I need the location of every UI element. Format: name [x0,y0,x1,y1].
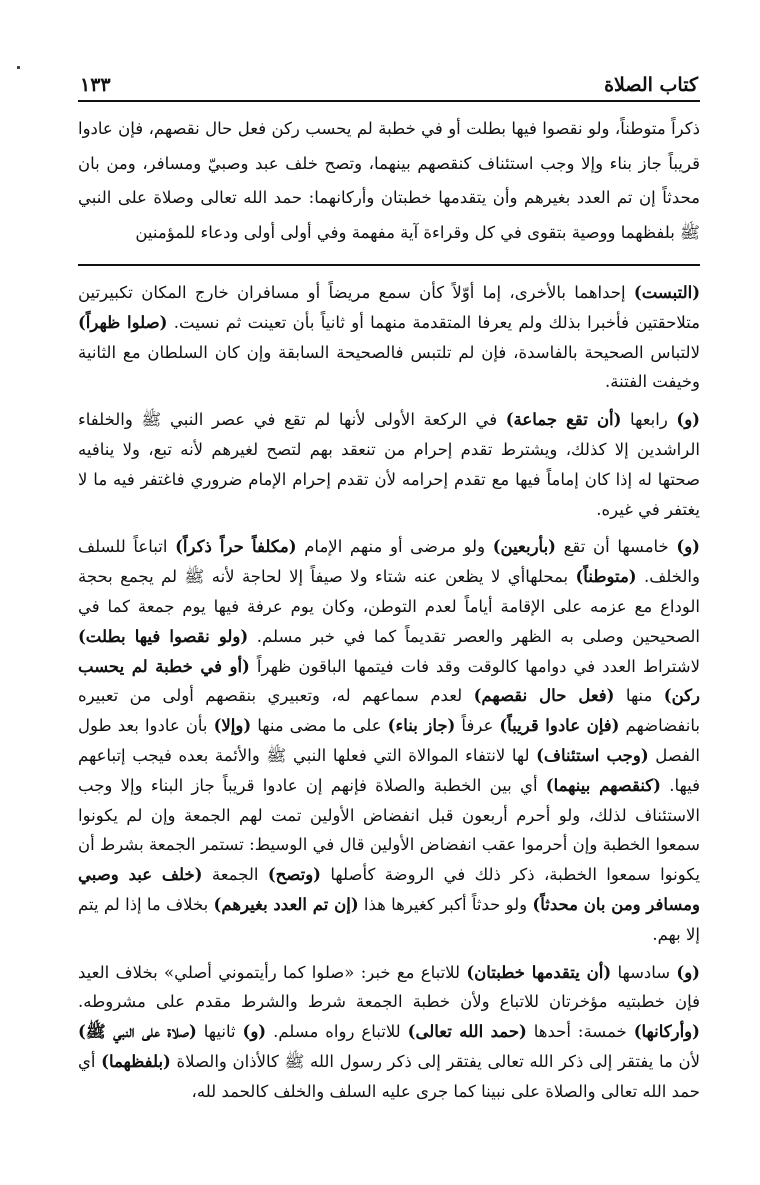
commentary-text: إحداهما بالأخرى، إما أوّلاً كأن سمع مريضاً أو مسافران خارج المكان تكبيرتين متلاحقتين فأخبرا بذلك ولم يعرفا المتقدمة منهما أو ثانياً بأن تعينت ثم نسيت. [78,283,700,332]
quoted-matn-phrase: (وتصح) [267,865,321,885]
commentary-text: أي حمد الله تعالى والصلاة على نبينا كما جرى عليه السلف والخلف كالحمد لله، [78,1051,700,1101]
commentary-text: أي بين الخطبة والصلاة فإنهم إن عادوا قريباً جاز البناء وإلا وجب الاستئناف لذلك، ولو أحرم أربعون قبل انفضاض الأولين تمت لهم الجمعة وإن لم يكونوا سمعوا الخطبة وإن أحرموا عقب انفضاض الأولين قال في الوسيط: تستمر الجمعة بشرط أن يكونوا سمعوا الخطبة، ذكر ذلك في الروضة كأصلها [78,775,700,885]
quoted-matn-phrase: (حمد الله تعالى) [407,1022,527,1042]
commentary-text: بخلاف ما إذا لم يتم إلا بهم. [78,894,700,944]
quoted-matn-phrase: (جاز بناء) [387,716,456,736]
running-header [78,62,700,102]
quoted-matn-phrase: (أن تقع جماعة) [505,410,622,430]
commentary-text: سادسها [611,962,677,982]
commentary-text: للاتباع مع خبر: «صلوا كما رأيتموني أصلي» بخلاف العيد فإن خطبتيه مؤخرتان للاتباع ولأن خطبة الجمعة شرط والشرط مقدم على مشروطه. [78,962,700,1012]
sharh-paragraph [78,532,700,949]
commentary-text: منها [614,686,664,706]
sharh-paragraph [78,278,700,397]
commentary-text: اتباعاً للسلف والخلف. [78,537,700,587]
quoted-matn-phrase: (خلف عبد وصبي ومسافر ومن بان محدثاً) [78,865,700,914]
commentary-text: رابعها [621,410,677,430]
book-title: كتاب الصلاة [604,74,698,96]
sharh-paragraph [78,958,700,1107]
commentary-text: بمحلهاأي لا يظعن عنه شتاء ولا صيفاً إلا لحاجة لأنه ﷺ لم يجمع بحجة الوداع مع عزمه على الإقامة أياماً لعدم التوطن، وكان يوم عرفة فيها يوم جمعة كما في الصحيحين وصلى به الظهر والعصر تقديماً كما في خبر مسلم. [78,567,700,646]
quoted-matn-phrase: (وأركانها) [633,1022,700,1042]
commentary-text: لاشتراط العدد في دوامها كالوقت وقد فات فيتمها الباقون ظهراً [249,656,700,676]
commentary-text: لالتباس الصحيحة بالفاسدة، فإن لم تلتبس فالصحيحة السابقة وإن كان السلطان مع الثانية وخيفت الفتنة. [78,342,700,392]
commentary-text: لعدم سماعهم له، وتعبيري بنقصهم أولى من تعبيره بانفضاضهم [78,686,700,736]
commentary-text: للاتباع رواه مسلم. [266,1022,408,1042]
commentary-text: لأن ما يفتقر إلى ذكر الله تعالى يفتقر إلى ذكر رسول الله ﷺ كالأذان والصلاة [170,1051,700,1071]
quoted-matn-phrase: (كنقصهم بينهما) [545,775,661,795]
commentary-text: في الركعة الأولى لأنها لم تقع في عصر النبي ﷺ والخلفاء الراشدين إلا كذلك، ويشترط تقدم إحرام من تنعقد بهم لتصح لغيرهم لأنه تبع، ولا ينافيه صحتها له إذا كان إماماً فيها مع تقدم إحرامه لأن تقدم إحرام الإمام ضروري فاغتفر فيه ما لا يغتفر في غيره. [78,410,700,519]
commentary-text: خامسها أن تقع [555,537,677,557]
sharh-commentary [78,278,700,1107]
quoted-matn-phrase: (ولو نقصوا فيها بطلت) [78,626,249,646]
quoted-matn-phrase: (و) [242,1022,267,1042]
quoted-matn-phrase: (التبست) [633,283,700,302]
commentary-text: ولو حدثاً أكبر كغيرها هذا [358,894,533,914]
quoted-matn-phrase: (متوطناً) [575,567,637,587]
separator-rule [78,264,700,266]
commentary-text: خمسة: أحدها [526,1022,634,1042]
commentary-text: عرفاً [455,716,500,736]
quoted-matn-phrase: (فإن عادوا قريباً) [499,716,620,736]
sharh-paragraph [78,405,700,524]
quoted-matn-phrase: (أن يتقدمها خطبتان) [466,962,612,982]
quoted-matn-phrase: (مكلفاً حراً ذكراً) [175,537,297,557]
quoted-matn-phrase: (وجب استئناف) [536,745,649,765]
quoted-matn-phrase: (صلوا ظهراً) [78,312,168,332]
page [78,62,700,1115]
commentary-text: ولو مرضى أو منهم الإمام [296,537,493,557]
quoted-matn-phrase: (صلاة على النبي ﷺ) [78,1022,197,1042]
quoted-matn-phrase: (و) [676,410,700,430]
page-number: ١٣٣ [80,74,111,96]
commentary-text: لها لانتفاء الموالاة التي فعلها النبي ﷺ والأئمة بعده فيجب إتباعهم فيها. [78,745,700,795]
matn-text: ذكراً متوطناً، ولو نقصوا فيها بطلت أو في خطبة لم يحسب ركن فعل حال نقصهم، فإن عادوا قريباً جاز بناء وإلا وجب استئناف كنقصهم بينهما، وتصح خلف عبد وصبيّ ومسافر، ومن بان محدثاً إن تم العدد بغيرهم وأن يتقدمها خطبتان وأركانهما: حمد الله تعالى وصلاة على النبي ﷺ بلفظهما ووصية بتقوى في كل وقراءة آية مفهمة وفي أولى أولى ودعاء للمؤمنين [78,119,700,242]
commentary-text: على ما مضى منها [251,716,388,736]
corner-dot [17,66,20,69]
quoted-matn-phrase: (فعل حال نقصهم) [473,686,615,706]
quoted-matn-phrase: (و) [676,537,700,557]
commentary-text: الجمعة [202,865,268,885]
quoted-matn-phrase: (إن تم العدد بغيرهم) [213,894,359,914]
commentary-text: ثانيها [196,1022,243,1042]
quoted-matn-phrase: (بأربعين) [492,537,556,557]
quoted-matn-phrase: (أو في خطبة لم يحسب ركن) [78,656,700,706]
quoted-matn-phrase: (و) [676,962,700,982]
quoted-matn-phrase: (وإلا) [213,716,252,736]
commentary-text: بأن عادوا بعد طول الفصل [78,716,700,765]
quoted-matn-phrase: (بلفظهما) [101,1051,171,1071]
